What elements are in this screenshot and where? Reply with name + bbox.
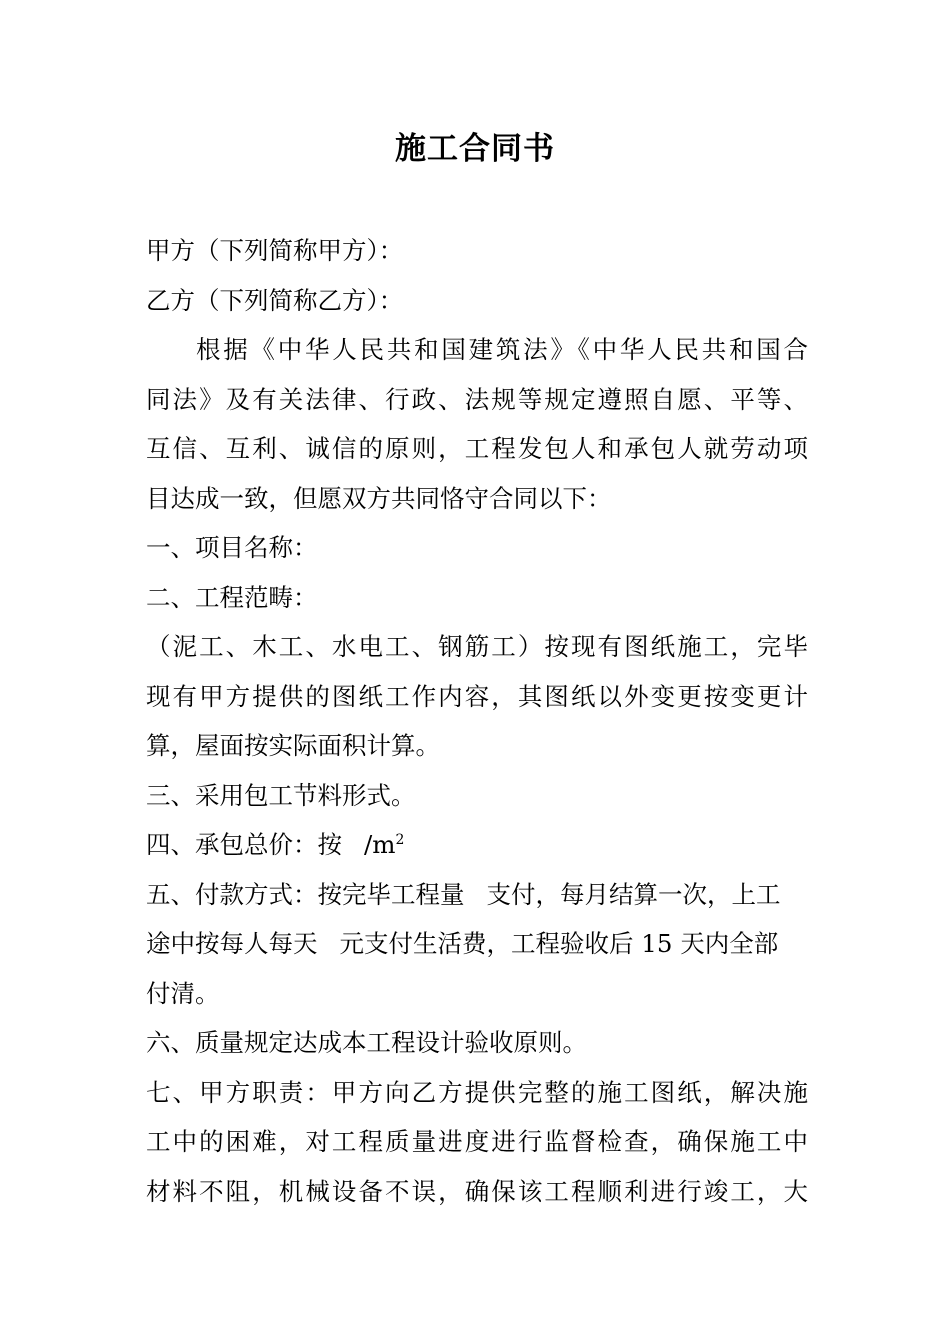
clause-party-a-duties-line: 材料不阻，机械设备不误，确保该工程顺利进行竣工，大 (146, 1176, 808, 1206)
clause-project-name: 一、项目名称： (146, 533, 318, 562)
party-b-line: 乙方（下列简称乙方）： (146, 285, 404, 315)
scope-detail-line: 现有甲方提供的图纸工作内容，其图纸以外变更按变更计 (146, 681, 808, 711)
clause-payment-line (146, 870, 808, 920)
clause-scope: 二、工程范畴： (146, 582, 318, 612)
scope-detail-line: 算，屋面按实际面积计算。 (146, 731, 440, 760)
clause-party-a-duties-line: 七、甲方职责：甲方向乙方提供完整的施工图纸，解决施 (146, 1077, 808, 1107)
clause-quality: 六、质量规定达成本工程设计验收原则。 (146, 1028, 587, 1057)
clause-payment-line: 付清。 (146, 978, 220, 1008)
price-unit: /m (364, 830, 396, 859)
preamble-line: 根据《中华人民共和国建筑法》《中华人民共和国合 (196, 335, 808, 364)
clause-party-a-duties-line: 工中的困难，对工程质量进度进行监督检查，确保施工中 (146, 1127, 808, 1156)
clause-payment-line (146, 919, 808, 969)
party-a-line: 甲方（下列简称甲方）： (146, 236, 404, 265)
preamble-line: 互信、互利、诚信的原则，工程发包人和承包人就劳动项 (146, 434, 808, 463)
payment-text: 元支付生活费，工程验收后 15 天内全部 (339, 929, 779, 958)
total-price-label: 四、承包总价：按 (146, 830, 342, 859)
payment-text: 途中按每人每天 (146, 929, 318, 958)
clause-total-price (146, 820, 808, 870)
document-title: 施工合同书 (395, 131, 555, 167)
preamble-line: 同法》及有关法律、行政、法规等规定遵照自愿、平等、 (146, 384, 808, 414)
payment-text: 支付，每月结算一次，上工 (486, 879, 781, 909)
preamble-line: 目达成一致，但愿双方共同恪守合同以下： (146, 483, 612, 513)
scope-detail-line: （泥工、木工、水电工、钢筋工）按现有图纸施工，完毕 (146, 632, 808, 661)
clause-contract-form: 三、采用包工节料形式。 (146, 780, 416, 810)
document-body (146, 226, 808, 1216)
payment-text: 五、付款方式：按完毕工程量 (146, 879, 465, 909)
price-unit-superscript: 2 (395, 831, 405, 848)
